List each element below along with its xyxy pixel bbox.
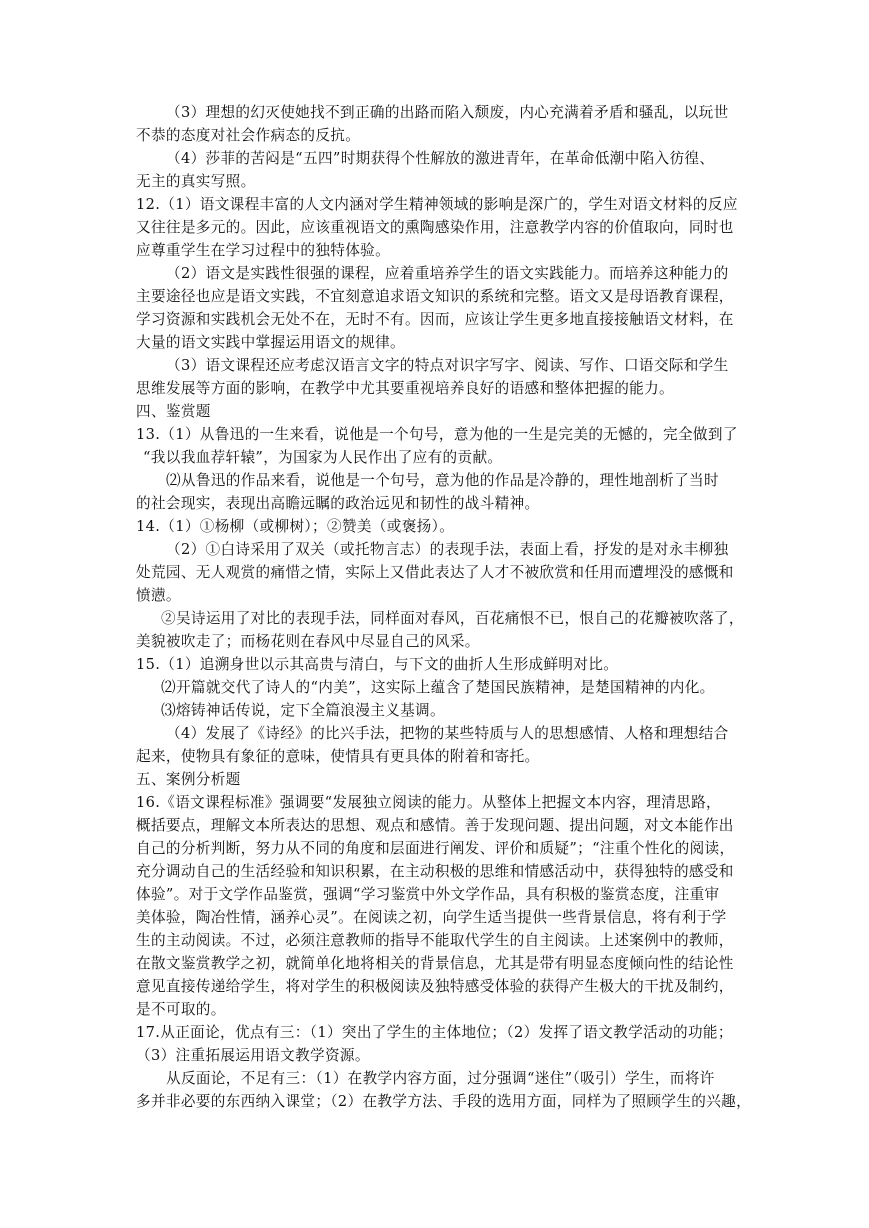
text-line: 思维发展等方面的影响，在教学中尤其要重视培养良好的语感和整体把握的能力。 (136, 380, 674, 397)
text-line: （4）莎菲的苦闷是“五四”时期获得个性解放的激进青年，在革命低潮中陷入彷徨、 (166, 150, 715, 167)
text-line: 的社会现实，表现出高瞻远瞩的政治远见和韧性的战斗精神。 (136, 495, 540, 512)
text-line: 又往往是多元的。因此，应该重视语文的熏陶感染作用，注意教学内容的价值取向，同时也 (136, 219, 734, 236)
text-line: ②吴诗运用了对比的表现手法，同样面对春风，百花痛恨不已，恨自己的花瓣被吹落了， (161, 610, 744, 627)
text-line: 不恭的态度对社会作病态的反抗。 (136, 127, 361, 144)
text-line: 生的主动阅读。不过，必须注意教师的指导不能取代学生的自主阅读。上述案例中的教师， (136, 932, 734, 949)
text-line: 美貌被吹走了；而杨花则在春风中尽显自己的风采。 (136, 633, 480, 650)
text-line: 应尊重学生在学习过程中的独特体验。 (136, 242, 391, 259)
text-line: 概括要点，理解文本所表达的思想、观点和感情。善于发现问题、提出问题，对文本能作出 (136, 817, 734, 834)
text-line: 多并非必要的东西纳入课堂；（2）在教学方法、手段的选用方面，同样为了照顾学生的兴趣， (136, 1093, 752, 1110)
text-line: 从反面论，不足有三：（1）在教学内容方面，过分强调“迷住”（吸引）学生，而将许 (166, 1070, 715, 1087)
section-heading: 五、案例分析题 (136, 771, 241, 788)
text-line: 体验”。对于文学作品鉴赏，强调“学习鉴赏中外文学作品，具有积极的鉴赏态度，注重审 (136, 886, 720, 903)
text-line: 意见直接传递给学生，将对学生的积极阅读及独特感受体验的获得产生极大的干扰及制约， (136, 978, 734, 995)
text-line: 自己的分析判断，努力从不同的角度和层面进行阐发、评价和质疑”；“注重个性化的阅读， (136, 840, 735, 857)
text-line: ⑵开篇就交代了诗人的“内美”，这实际上蕴含了楚国民族精神，是楚国精神的内化。 (161, 679, 715, 696)
text-line: 13.（1）从鲁迅的一生来看，说他是一个句号，意为他的一生是完美的无憾的，完全做到了 (136, 426, 738, 443)
text-line: 起来，使物具有象征的意味，使情具有更具体的附着和寄托。 (136, 748, 540, 765)
text-line: （3）语文课程还应考虑汉语言文字的特点对识字写字、阅读、写作、口语交际和学生 (166, 357, 729, 374)
section-heading: 四、鉴赏题 (136, 403, 211, 420)
text-line: ⑶熔铸神话传说，定下全篇浪漫主义基调。 (161, 702, 445, 719)
text-line: 充分调动自己的生活经验和知识积累，在主动积极的思维和情感活动中，获得独特的感受和 (136, 863, 734, 880)
text-line: 是不可取的。 (136, 1001, 226, 1018)
text-line: （2）①白诗采用了双关（或托物言志）的表现手法，表面上看，抒发的是对永丰柳独 (166, 541, 729, 558)
text-line: “我以我血荐轩辕”，为国家为人民作出了应有的贡献。 (143, 449, 503, 466)
text-line: ⑵从鲁迅的作品来看，说他是一个句号，意为他的作品是冷静的，理性地剖析了当时 (166, 472, 719, 489)
text-line: （3）理想的幻灭使她找不到正确的出路而陷入颓废，内心充满着矛盾和骚乱，以玩世 (166, 104, 729, 121)
text-line: （4）发展了《诗经》的比兴手法，把物的某些特质与人的思想感情、人格和理想结合 (166, 725, 729, 742)
text-line: （2）语文是实践性很强的课程，应着重培养学生的语文实践能力。而培养这种能力的 (166, 265, 729, 282)
text-line: 学习资源和实践机会无处不在，无时不有。因而，应该让学生更多地直接接触语文材料，在 (136, 311, 734, 328)
text-line: 在散文鉴赏教学之初，就简单化地将相关的背景信息，尤其是带有明显态度倾向性的结论性 (136, 955, 734, 972)
text-line: 12.（1）语文课程丰富的人文内涵对学生精神领域的影响是深广的，学生对语文材料的反应 (136, 196, 738, 213)
text-line: 愤懑。 (136, 587, 181, 604)
text-line: 主要途径也应是语文实践，不宜刻意追求语文知识的系统和完整。语文又是母语教育课程， (136, 288, 734, 305)
text-line: 大量的语文实践中掌握运用语文的规律。 (136, 334, 405, 351)
text-line: （3）注重拓展运用语文教学资源。 (136, 1047, 370, 1064)
text-line: 16.《语文课程标准》强调要“发展独立阅读的能力。从整体上把握文本内容，理清思路， (136, 794, 721, 811)
text-line: 无主的真实写照。 (136, 173, 256, 190)
text-line: 处荒园、无人观赏的痛惜之情，实际上又借此表达了人才不被欣赏和任用而遭埋没的感慨和 (136, 564, 734, 581)
text-line: 15.（1）追溯身世以示其高贵与清白，与下文的曲折人生形成鲜明对比。 (136, 656, 619, 673)
text-line: 14.（1）①杨柳（或柳树）；②赞美（或褒扬）。 (136, 518, 455, 535)
text-line: 17.从正面论，优点有三：（1）突出了学生的主体地位；（2）发挥了语文教学活动的功能； (136, 1024, 733, 1041)
text-line: 美体验，陶冶性情，涵养心灵”。在阅读之初，向学生适当提供一些背景信息，将有利于学 (136, 909, 727, 926)
